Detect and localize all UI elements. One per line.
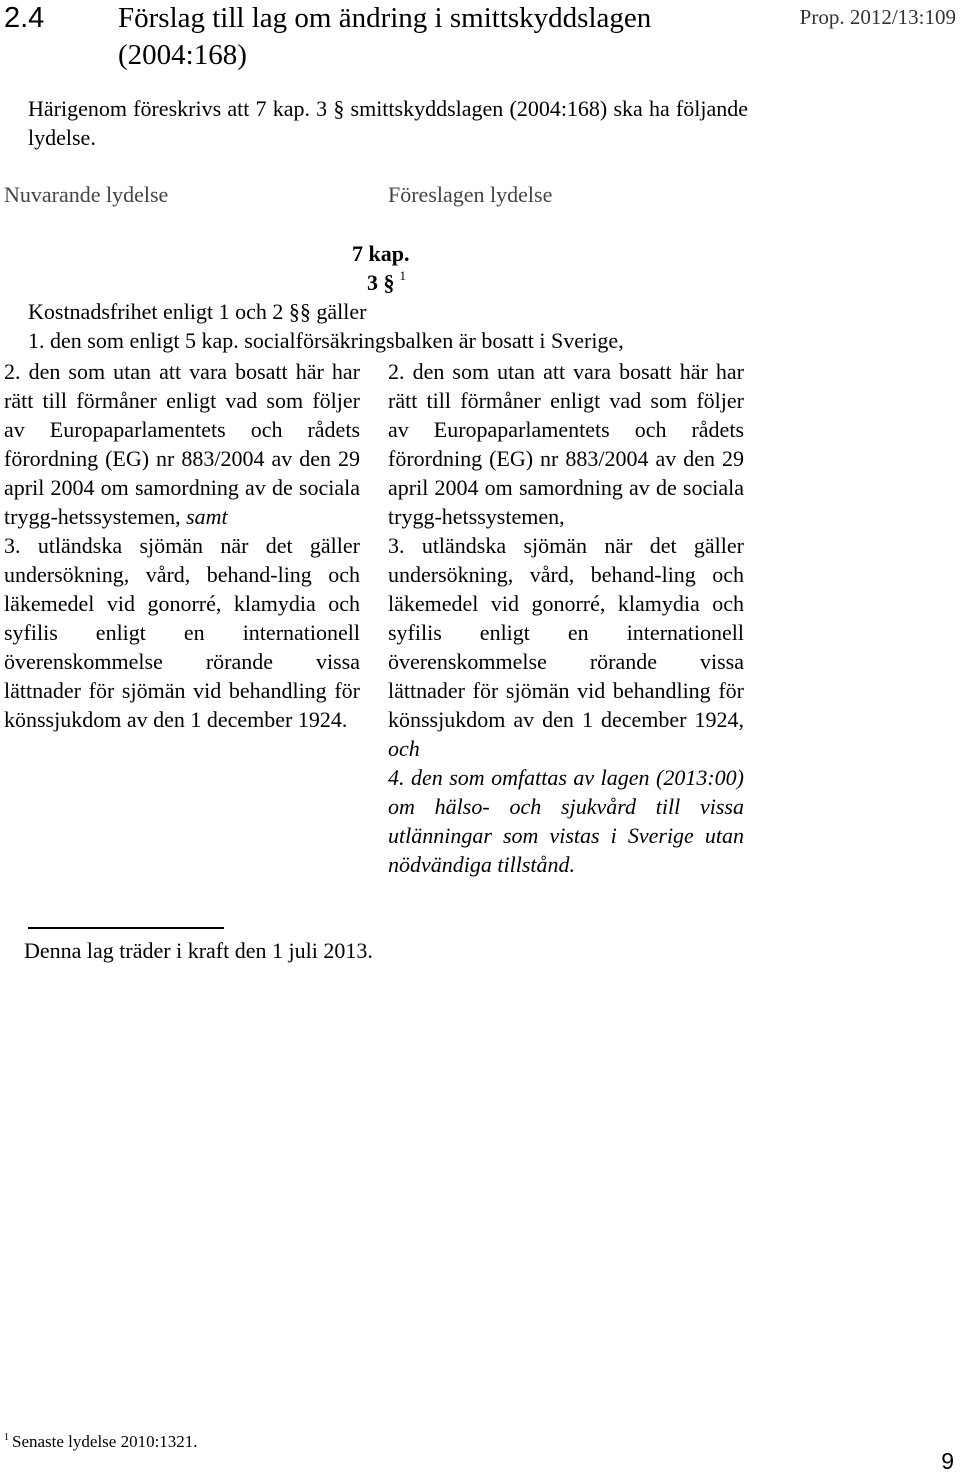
page-number: 9 [941, 1448, 954, 1474]
separator-rule [28, 927, 224, 929]
current-item-2-tail: samt [186, 504, 228, 529]
entry-into-force: Denna lag träder i kraft den 1 juli 2013. [24, 938, 373, 963]
proposed-item-3 [388, 531, 744, 763]
section-number: 2.4 [4, 2, 45, 34]
proposition-reference: Prop. 2012/13:109 [799, 5, 956, 29]
section-title: Förslag till lag om ändring i smittskyddslagen (2004:168) [118, 2, 652, 71]
section-heading [367, 268, 406, 296]
common-line-intro: Kostnadsfrihet enligt 1 och 2 §§ gäller [28, 299, 367, 324]
current-item-2 [4, 357, 360, 531]
common-item-1: 1. den som enligt 5 kap. socialförsäkringsbalken är bosatt i Sverige, [28, 328, 624, 353]
current-wording-heading: Nuvarande lydelse [4, 182, 169, 207]
proposed-item-3-text: 3. utländska sjömän när det gäller undersökning, vård, behand-ling och läkemedel vid gonorré, klamydia och syfilis enligt en internationell överenskommelse rörande vissa lättnader för sjömän vid behandling för könssjukdom av den 1 december 1924, [388, 533, 744, 732]
proposed-wording-column [388, 357, 744, 879]
proposed-item-2: 2. den som utan att vara bosatt här har rätt till förmåner enligt vad som följer av Europaparlamentets och rådets förordning (EG) nr 883/2004 av den 29 april 2004 om samordning av de sociala trygg-hetssystemen, [388, 359, 744, 529]
proposed-item-4: 4. den som omfattas av lagen (2013:00) om hälso- och sjukvård till vissa utlänningar som vistas i Sverige utan nödvändiga tillstånd. [388, 765, 744, 877]
proposed-item-3-tail: och [388, 736, 420, 761]
current-item-3: 3. utländska sjömän när det gäller undersökning, vård, behand-ling och läkemedel vid gonorré, klamydia och syfilis enligt en internationell överenskommelse rörande vissa lättnader för sjömän vid behandling för könssjukdom av den 1 december 1924. [4, 533, 360, 732]
footnote-number: 1 [4, 1432, 9, 1443]
footnote [4, 1432, 198, 1452]
footnote-reference: 1 [399, 268, 406, 283]
proposed-wording-heading: Föreslagen lydelse [388, 182, 553, 207]
intro-paragraph: Härigenom föreskrivs att 7 kap. 3 § smittskyddslagen (2004:168) ska ha följande lydelse. [28, 96, 748, 150]
common-text [28, 297, 624, 355]
section-label: 3 § [367, 270, 395, 295]
current-item-2-text: 2. den som utan att vara bosatt här har rätt till förmåner enligt vad som följer av Europaparlamentets och rådets förordning (EG) nr 883/2004 av den 29 april 2004 om samordning av de sociala trygg-hetssystemen, [4, 359, 360, 529]
current-wording-column [4, 357, 360, 734]
footnote-text: Senaste lydelse 2010:1321. [12, 1432, 198, 1451]
chapter-heading: 7 kap. [352, 241, 410, 266]
